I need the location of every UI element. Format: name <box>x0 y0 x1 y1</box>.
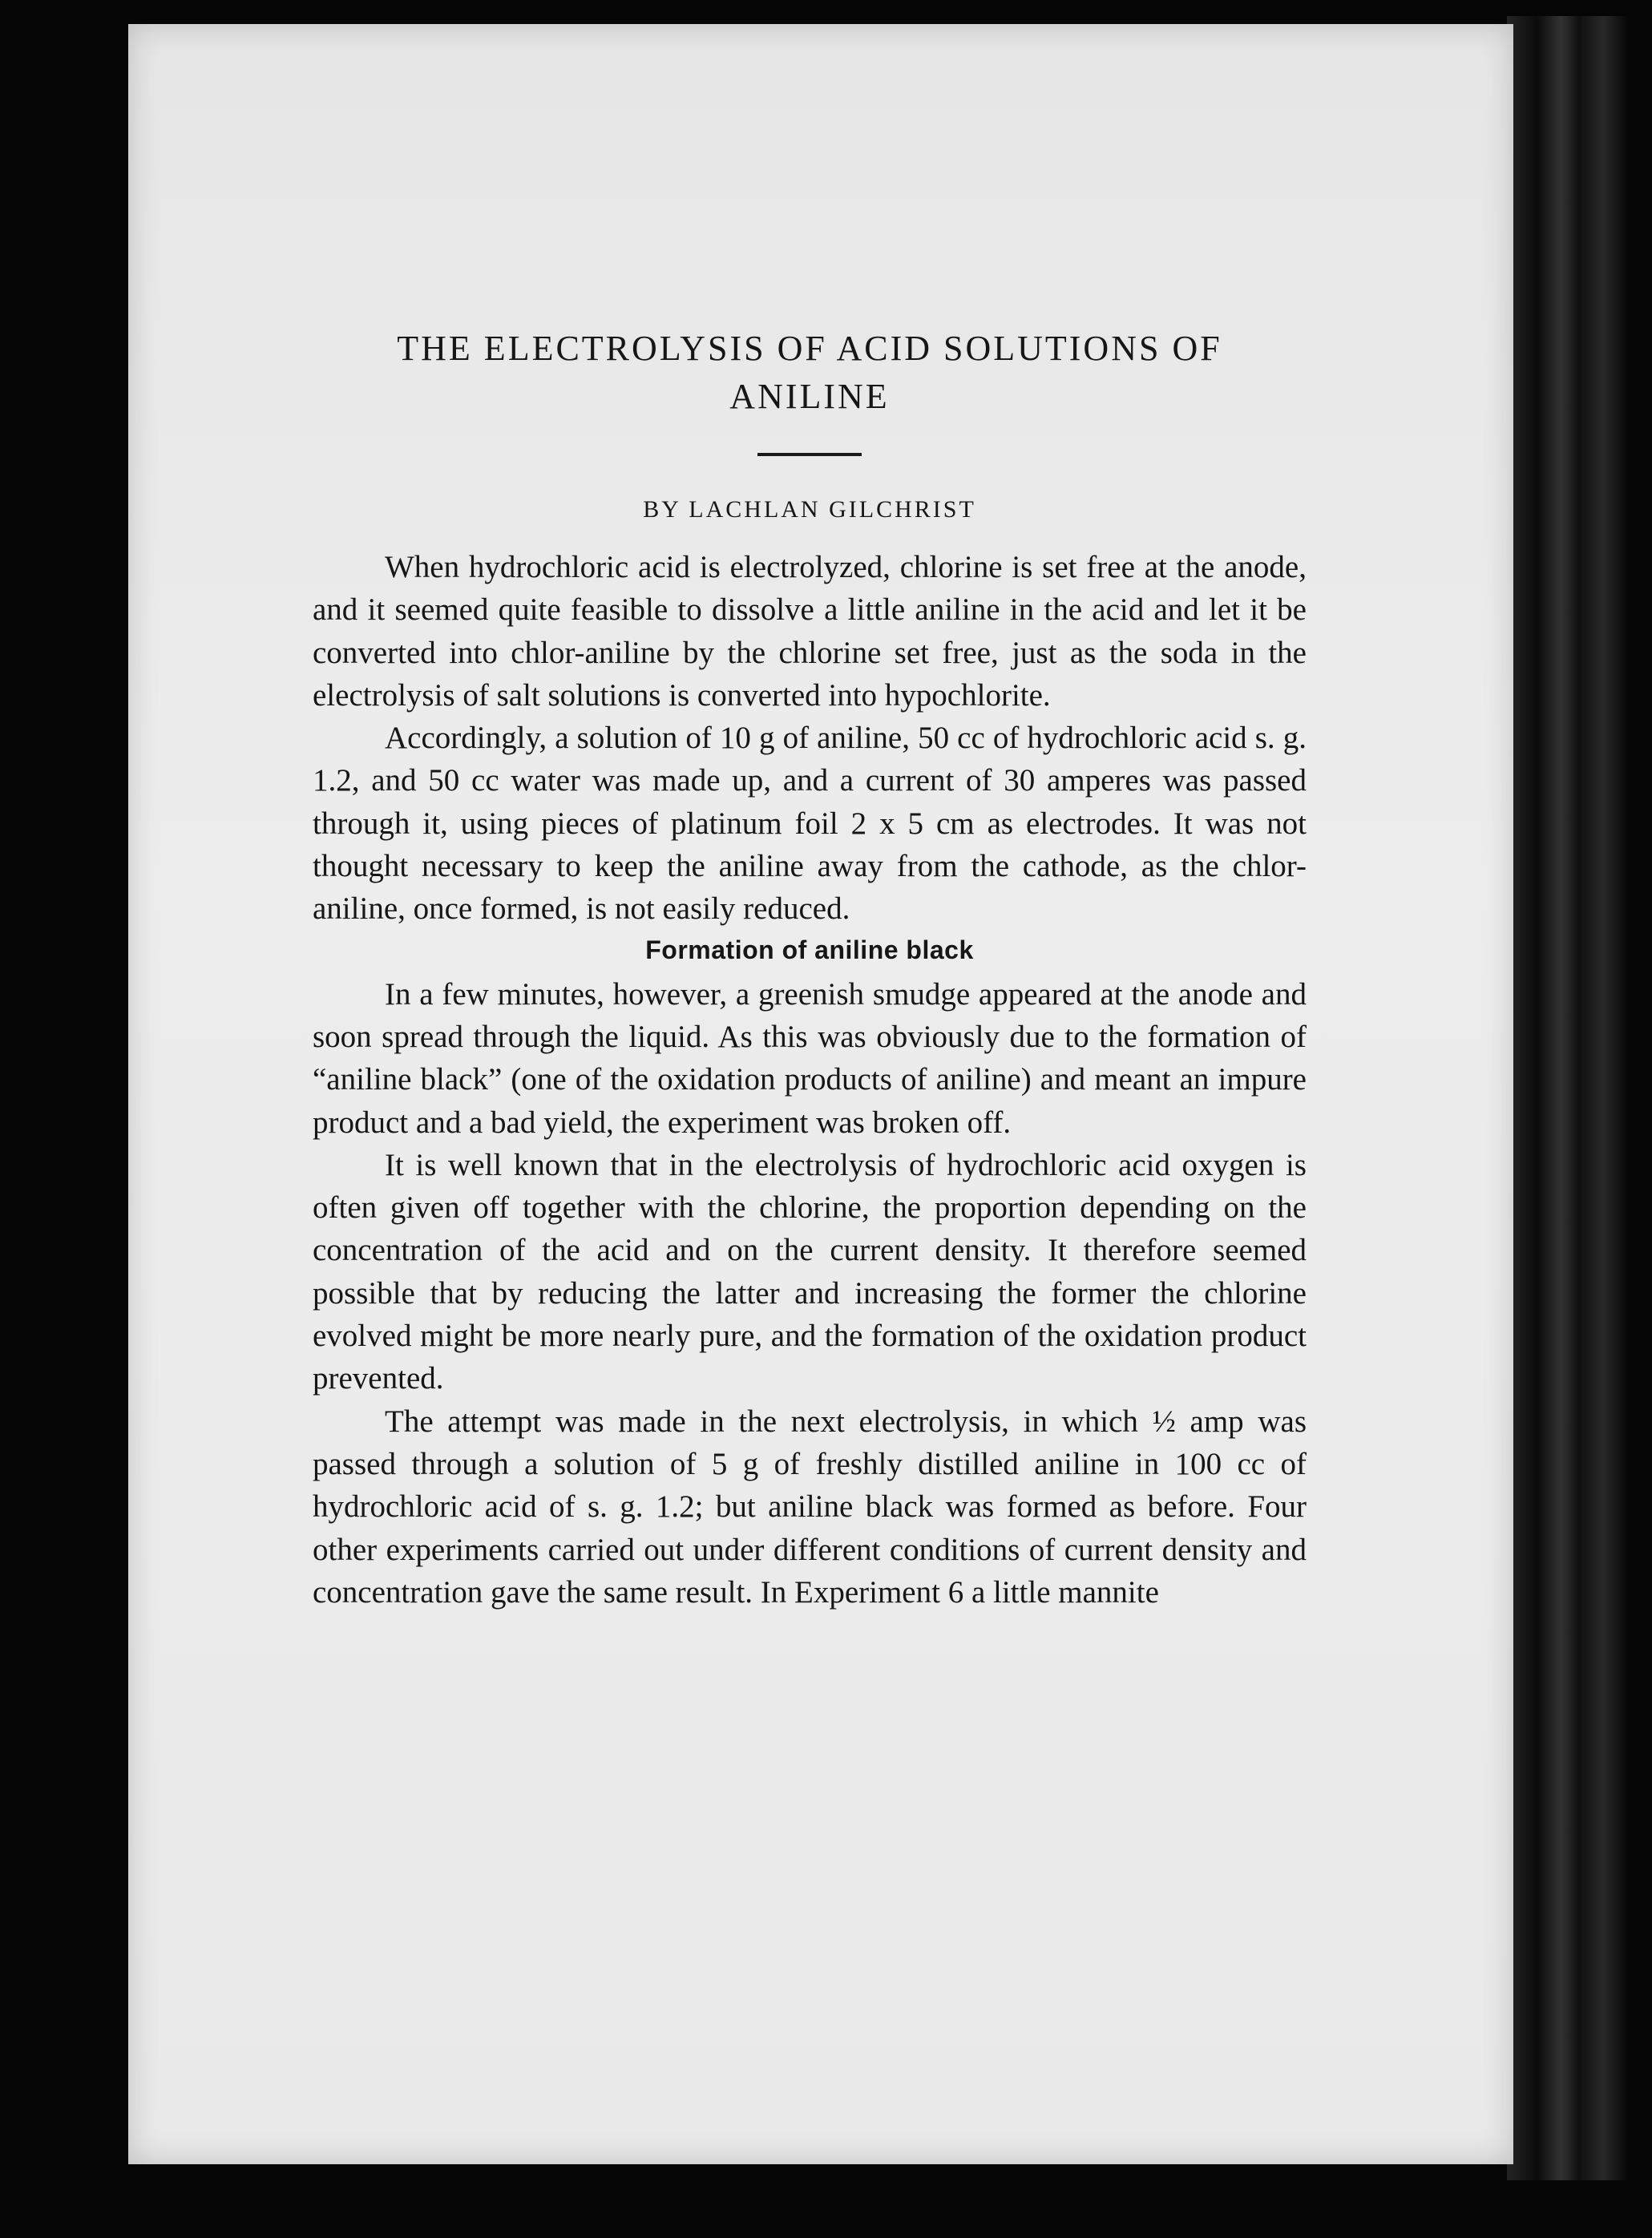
paragraph-1: When hydrochloric acid is electrolyzed, chlorine is set free at the anode, and it seemed quite feasible to dissolve a little aniline in the acid and let it be converted into chlor-aniline by the chlorine set free, just as the soda in the electrolysis of salt solutions is converted into hypochlorite. <box>313 550 1307 713</box>
section-heading: Formation of aniline black <box>645 935 974 964</box>
title-line-1: THE ELECTROLYSIS OF ACID SOLUTIONS OF <box>397 329 1222 368</box>
article-title <box>313 325 1307 421</box>
title-line-2: ANILINE <box>729 377 890 416</box>
page-content <box>313 325 1307 1614</box>
paragraph-4: It is well known that in the electrolysis of hydrochloric acid oxygen is often given off together with the chlorine, the proportion depending on the concentration of the acid and on the current density. It therefore seemed possible that by reducing the latter and increasing the former the chlorine evolved might be more nearly pure, and the formation of the oxidation product prevented. <box>313 1147 1307 1396</box>
byline: BY LACHLAN GILCHRIST <box>643 496 976 523</box>
page <box>128 24 1513 2164</box>
paragraph-2: Accordingly, a solution of 10 g of aniline, 50 cc of hydrochloric acid s. g. 1.2, and 50 cc water was made up, and a current of 30 amperes was passed through it, using pieces of platinum foil 2 x 5 cm as electrodes. It was not thought necessary to keep the aniline away from the cathode, as the chlor-aniline, once formed, is not easily reduced. <box>313 721 1307 927</box>
book-edge <box>1507 16 1627 2180</box>
paragraph-3: In a few minutes, however, a greenish smudge appeared at the anode and soon spread through the liquid. As this was obviously due to the formation of “aniline black” (one of the oxidation products of aniline) and meant an impure product and a bad yield, the experiment was broken off. <box>313 976 1307 1140</box>
paragraph-5: The attempt was made in the next electrolysis, in which ½ amp was passed through a solution of 5 g of freshly distilled aniline in 100 cc of hydrochloric acid of s. g. 1.2; but aniline black was formed as before. Four other experiments carried out under different conditions of current density and concentration gave the same result. In Experiment 6 a little mannite <box>313 1404 1307 1610</box>
title-rule <box>757 453 862 456</box>
